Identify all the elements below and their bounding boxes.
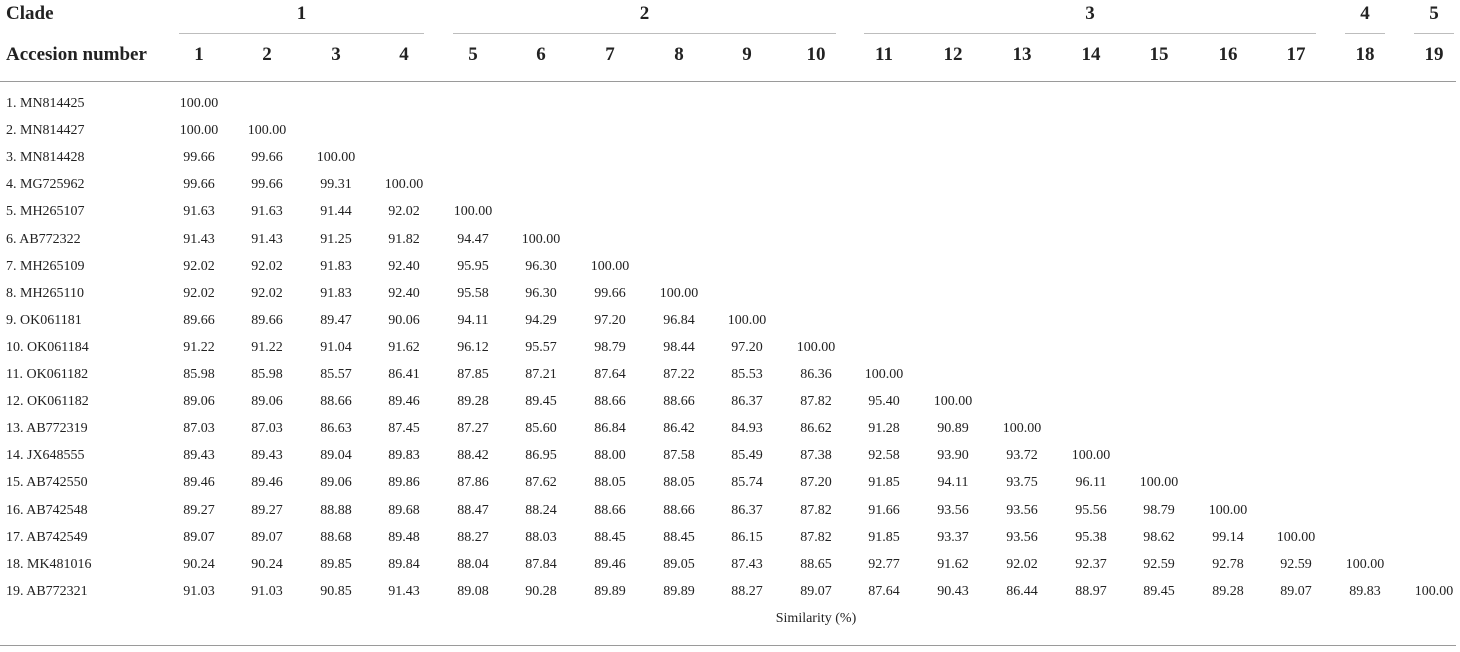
row-label: 13. AB772319 xyxy=(6,421,88,437)
table-cell: 100.00 xyxy=(1414,583,1454,599)
table-cell: 93.56 xyxy=(1006,529,1038,545)
table-cell: 91.62 xyxy=(937,556,969,572)
table-cell: 91.25 xyxy=(320,231,352,247)
table-cell: 100.00 xyxy=(659,285,699,301)
table-cell: 88.66 xyxy=(594,502,626,518)
table-cell: 86.84 xyxy=(594,421,626,437)
table-cell: 94.29 xyxy=(525,312,557,328)
table-cell: 100.00 xyxy=(1002,421,1042,437)
table-cell: 87.22 xyxy=(663,367,695,382)
table-cell: 86.37 xyxy=(731,394,763,410)
table-cell: 87.20 xyxy=(800,475,832,491)
table-cell: 99.66 xyxy=(183,150,215,166)
row-label: 7. MH265109 xyxy=(6,258,85,274)
table-cell: 90.28 xyxy=(525,583,557,599)
table-cell: 92.02 xyxy=(1006,556,1038,572)
table-cell: 96.84 xyxy=(663,312,695,328)
table-cell: 98.62 xyxy=(1143,529,1175,545)
table-cell: 100.00 xyxy=(933,394,973,410)
row-label: 6. AB772322 xyxy=(6,231,81,247)
row-label: 5. MH265107 xyxy=(6,204,85,220)
row-label: 4. MG725962 xyxy=(6,177,85,193)
table-cell: 88.47 xyxy=(457,502,489,518)
table-cell: 92.02 xyxy=(251,285,283,301)
table-cell: 95.57 xyxy=(525,339,557,355)
table-cell: 88.45 xyxy=(663,529,695,545)
table-cell: 92.40 xyxy=(388,258,420,274)
table-cell: 88.66 xyxy=(594,394,626,410)
table-cell: 88.68 xyxy=(320,529,352,545)
table-cell: 85.74 xyxy=(731,475,763,491)
table-cell: 88.66 xyxy=(320,394,352,410)
table-cell: 99.66 xyxy=(251,177,283,193)
table-cell: 91.43 xyxy=(183,231,215,247)
table-cell: 89.66 xyxy=(251,312,283,328)
table-cell: 90.06 xyxy=(388,312,420,328)
table-cell: 100.00 xyxy=(1139,475,1179,491)
table-cell: 92.02 xyxy=(183,285,215,301)
table-cell: 91.03 xyxy=(251,583,283,599)
table-cell: 89.89 xyxy=(663,583,695,599)
column-header-17: 17 xyxy=(1286,44,1306,65)
row-label: 17. AB742549 xyxy=(6,529,88,545)
table-cell: 100.00 xyxy=(1208,502,1248,518)
table-cell: 89.89 xyxy=(594,583,626,599)
column-header-3: 3 xyxy=(331,44,341,65)
table-cell: 86.44 xyxy=(1006,583,1038,599)
table-cell: 86.95 xyxy=(525,448,557,464)
table-cell: 97.20 xyxy=(731,339,763,355)
table-cell: 84.93 xyxy=(731,421,763,437)
table-cell: 88.03 xyxy=(525,529,557,545)
row-label: 15. AB742550 xyxy=(6,475,88,491)
table-cell: 92.58 xyxy=(868,448,900,464)
row-label: 1. MN814425 xyxy=(6,96,85,111)
clade-label-1: 1 xyxy=(296,3,307,24)
clade-underline-2 xyxy=(453,33,836,34)
table-cell: 87.21 xyxy=(525,367,557,382)
table-cell: 88.27 xyxy=(457,529,489,545)
table-cell: 85.60 xyxy=(525,421,557,437)
table-cell: 92.78 xyxy=(1212,556,1244,572)
row-label: 2. MN814427 xyxy=(6,123,85,139)
table-cell: 93.37 xyxy=(937,529,969,545)
table-cell: 89.06 xyxy=(251,394,283,410)
table-cell: 100.00 xyxy=(727,312,767,328)
table-cell: 99.66 xyxy=(183,177,215,193)
table-cell: 88.97 xyxy=(1075,583,1107,599)
table-cell: 94.47 xyxy=(457,231,489,247)
header-rule xyxy=(0,81,1456,82)
table-cell: 95.95 xyxy=(457,258,489,274)
clade-underline-5 xyxy=(1414,33,1454,34)
column-header-11: 11 xyxy=(875,44,893,65)
table-cell: 87.03 xyxy=(183,421,215,437)
table-cell: 90.89 xyxy=(937,421,969,437)
table-cell: 89.45 xyxy=(525,394,557,410)
table-cell: 90.85 xyxy=(320,583,352,599)
table-cell: 89.46 xyxy=(183,475,215,491)
table-cell: 89.83 xyxy=(1349,583,1381,599)
table-cell: 91.22 xyxy=(251,339,283,355)
table-cell: 89.05 xyxy=(663,556,695,572)
table-cell: 92.59 xyxy=(1143,556,1175,572)
column-header-15: 15 xyxy=(1149,44,1169,65)
row-label: 10. OK061184 xyxy=(6,339,89,355)
table-cell: 91.28 xyxy=(868,421,900,437)
column-header-5: 5 xyxy=(468,44,478,65)
table-cell: 88.45 xyxy=(594,529,626,545)
table-cell: 89.85 xyxy=(320,556,352,572)
column-header-8: 8 xyxy=(674,44,684,65)
table-cell: 86.15 xyxy=(731,529,763,545)
table-cell: 88.24 xyxy=(525,502,557,518)
table-cell: 100.00 xyxy=(316,150,356,166)
table-cell: 95.40 xyxy=(868,394,900,410)
table-cell: 92.40 xyxy=(388,285,420,301)
table-cell: 94.11 xyxy=(457,312,489,328)
table-cell: 87.62 xyxy=(525,475,557,491)
table-cell: 89.06 xyxy=(183,394,215,410)
row-label: 3. MN814428 xyxy=(6,150,85,166)
bottom-rule xyxy=(0,645,1456,646)
column-header-4: 4 xyxy=(399,44,409,65)
table-cell: 100.00 xyxy=(1345,556,1385,572)
table-cell: 89.28 xyxy=(1212,583,1244,599)
table-cell: 94.11 xyxy=(937,475,969,491)
table-cell: 100.00 xyxy=(179,123,219,139)
table-cell: 97.20 xyxy=(594,312,626,328)
column-header-18: 18 xyxy=(1355,44,1375,65)
table-cell: 89.47 xyxy=(320,312,352,328)
table-cell: 92.02 xyxy=(388,204,420,220)
table-cell: 89.43 xyxy=(183,448,215,464)
table-cell: 91.44 xyxy=(320,204,352,220)
table-cell: 100.00 xyxy=(1276,529,1316,545)
table-cell: 89.08 xyxy=(457,583,489,599)
column-header-7: 7 xyxy=(605,44,615,65)
table-cell: 91.43 xyxy=(251,231,283,247)
column-header-2: 2 xyxy=(262,44,272,65)
table-cell: 92.77 xyxy=(868,556,900,572)
clade-label-3: 3 xyxy=(1085,3,1095,24)
table-cell: 88.42 xyxy=(457,448,489,464)
clade-header: Clade xyxy=(6,3,54,24)
column-header-6: 6 xyxy=(536,44,546,65)
table-cell: 88.27 xyxy=(731,583,763,599)
table-cell: 89.07 xyxy=(800,583,832,599)
table-cell: 89.66 xyxy=(183,312,215,328)
table-cell: 89.68 xyxy=(388,502,420,518)
table-cell: 89.27 xyxy=(251,502,283,518)
table-cell: 85.49 xyxy=(731,448,763,464)
table-cell: 87.85 xyxy=(457,367,489,382)
table-cell: 88.88 xyxy=(320,502,352,518)
row-label: 18. MK481016 xyxy=(6,556,92,572)
column-header-13: 13 xyxy=(1012,44,1032,65)
table-cell: 92.37 xyxy=(1075,556,1107,572)
table-cell: 89.07 xyxy=(1280,583,1312,599)
row-label: 11. OK061182 xyxy=(6,367,89,382)
table-cell: 87.27 xyxy=(457,421,489,437)
clade-underline-4 xyxy=(1345,33,1385,34)
table-cell: 92.02 xyxy=(251,258,283,274)
table-cell: 88.66 xyxy=(663,502,695,518)
table-cell: 90.24 xyxy=(183,556,215,572)
table-cell: 99.14 xyxy=(1212,529,1244,545)
table-cell: 86.36 xyxy=(800,367,832,382)
column-header-19: 19 xyxy=(1424,44,1444,65)
table-cell: 89.48 xyxy=(388,529,420,545)
table-cell: 100.00 xyxy=(521,231,561,247)
table-cell: 85.98 xyxy=(183,367,215,382)
table-cell: 100.00 xyxy=(864,367,904,382)
table-cell: 89.27 xyxy=(183,502,215,518)
table-cell: 100.00 xyxy=(247,123,287,139)
accession-header: Accesion number xyxy=(6,44,147,65)
table-cell: 91.82 xyxy=(388,231,420,247)
similarity-caption: Similarity (%) xyxy=(775,611,857,626)
table-cell: 88.00 xyxy=(594,448,626,464)
table-cell: 88.04 xyxy=(457,556,489,572)
table-cell: 89.46 xyxy=(251,475,283,491)
column-header-9: 9 xyxy=(742,44,752,65)
table-cell: 87.64 xyxy=(868,583,900,599)
clade-label-5: 5 xyxy=(1429,3,1439,24)
table-cell: 96.12 xyxy=(457,339,489,355)
table-cell: 100.00 xyxy=(179,96,219,111)
table-cell: 89.83 xyxy=(388,448,420,464)
column-header-1: 1 xyxy=(194,44,204,65)
table-cell: 98.44 xyxy=(663,339,695,355)
column-header-10: 10 xyxy=(806,44,826,65)
table-cell: 89.07 xyxy=(183,529,215,545)
table-cell: 93.56 xyxy=(1006,502,1038,518)
table-cell: 87.84 xyxy=(525,556,557,572)
table-cell: 89.04 xyxy=(320,448,352,464)
clade-underline-3 xyxy=(864,33,1316,34)
table-cell: 91.83 xyxy=(320,258,352,274)
table-cell: 93.90 xyxy=(937,448,969,464)
row-label: 9. OK061181 xyxy=(6,312,82,328)
table-cell: 100.00 xyxy=(453,204,493,220)
table-cell: 91.85 xyxy=(868,529,900,545)
table-cell: 88.05 xyxy=(663,475,695,491)
table-cell: 87.64 xyxy=(594,367,626,382)
table-cell: 89.46 xyxy=(594,556,626,572)
table-cell: 89.86 xyxy=(388,475,420,491)
table-cell: 91.43 xyxy=(388,583,420,599)
table-cell: 91.66 xyxy=(868,502,900,518)
table-cell: 89.84 xyxy=(388,556,420,572)
table-cell: 95.56 xyxy=(1075,502,1107,518)
table-cell: 85.57 xyxy=(320,367,352,382)
table-cell: 89.06 xyxy=(320,475,352,491)
table-cell: 87.45 xyxy=(388,421,420,437)
table-cell: 91.85 xyxy=(868,475,900,491)
table-cell: 91.62 xyxy=(388,339,420,355)
table-cell: 85.98 xyxy=(251,367,283,382)
table-cell: 87.82 xyxy=(800,529,832,545)
table-cell: 100.00 xyxy=(1071,448,1111,464)
table-cell: 99.31 xyxy=(320,177,352,193)
clade-label-2: 2 xyxy=(639,3,650,24)
table-cell: 99.66 xyxy=(251,150,283,166)
table-cell: 88.66 xyxy=(663,394,695,410)
table-cell: 91.03 xyxy=(183,583,215,599)
column-header-16: 16 xyxy=(1218,44,1238,65)
table-cell: 95.58 xyxy=(457,285,489,301)
table-cell: 96.30 xyxy=(525,285,557,301)
table-cell: 86.37 xyxy=(731,502,763,518)
table-cell: 90.43 xyxy=(937,583,969,599)
table-cell: 91.22 xyxy=(183,339,215,355)
table-cell: 91.63 xyxy=(183,204,215,220)
table-cell: 100.00 xyxy=(590,258,630,274)
table-cell: 92.59 xyxy=(1280,556,1312,572)
table-cell: 93.56 xyxy=(937,502,969,518)
table-cell: 95.38 xyxy=(1075,529,1107,545)
table-cell: 86.62 xyxy=(800,421,832,437)
table-cell: 99.66 xyxy=(594,285,626,301)
table-cell: 96.11 xyxy=(1075,475,1107,491)
row-label: 16. AB742548 xyxy=(6,502,88,518)
table-cell: 87.38 xyxy=(800,448,832,464)
clade-underline-1 xyxy=(179,33,424,34)
table-cell: 87.82 xyxy=(800,394,832,410)
table-cell: 88.05 xyxy=(594,475,626,491)
table-cell: 89.45 xyxy=(1143,583,1175,599)
table-cell: 92.02 xyxy=(183,258,215,274)
table-cell: 87.86 xyxy=(457,475,489,491)
table-cell: 88.65 xyxy=(800,556,832,572)
table-cell: 87.43 xyxy=(731,556,763,572)
table-cell: 87.03 xyxy=(251,421,283,437)
table-cell: 93.75 xyxy=(1006,475,1038,491)
column-header-12: 12 xyxy=(943,44,963,65)
column-header-14: 14 xyxy=(1081,44,1101,65)
table-cell: 91.63 xyxy=(251,204,283,220)
table-cell: 85.53 xyxy=(731,367,763,382)
table-cell: 98.79 xyxy=(1143,502,1175,518)
table-cell: 86.63 xyxy=(320,421,352,437)
row-label: 14. JX648555 xyxy=(6,448,85,464)
table-cell: 91.83 xyxy=(320,285,352,301)
row-label: 19. AB772321 xyxy=(6,583,88,599)
table-cell: 89.28 xyxy=(457,394,489,410)
row-label: 12. OK061182 xyxy=(6,394,89,410)
table-cell: 100.00 xyxy=(384,177,424,193)
clade-label-4: 4 xyxy=(1360,3,1370,24)
row-label: 8. MH265110 xyxy=(6,285,85,301)
table-cell: 96.30 xyxy=(525,258,557,274)
table-cell: 98.79 xyxy=(594,339,626,355)
table-cell: 87.82 xyxy=(800,502,832,518)
table-cell: 86.41 xyxy=(388,367,420,382)
table-cell: 89.07 xyxy=(251,529,283,545)
table-cell: 100.00 xyxy=(796,339,836,355)
table-cell: 89.46 xyxy=(388,394,420,410)
table-cell: 86.42 xyxy=(663,421,695,437)
table-cell: 90.24 xyxy=(251,556,283,572)
table-cell: 87.58 xyxy=(663,448,695,464)
table-cell: 89.43 xyxy=(251,448,283,464)
table-cell: 91.04 xyxy=(320,339,352,355)
table-cell: 93.72 xyxy=(1006,448,1038,464)
